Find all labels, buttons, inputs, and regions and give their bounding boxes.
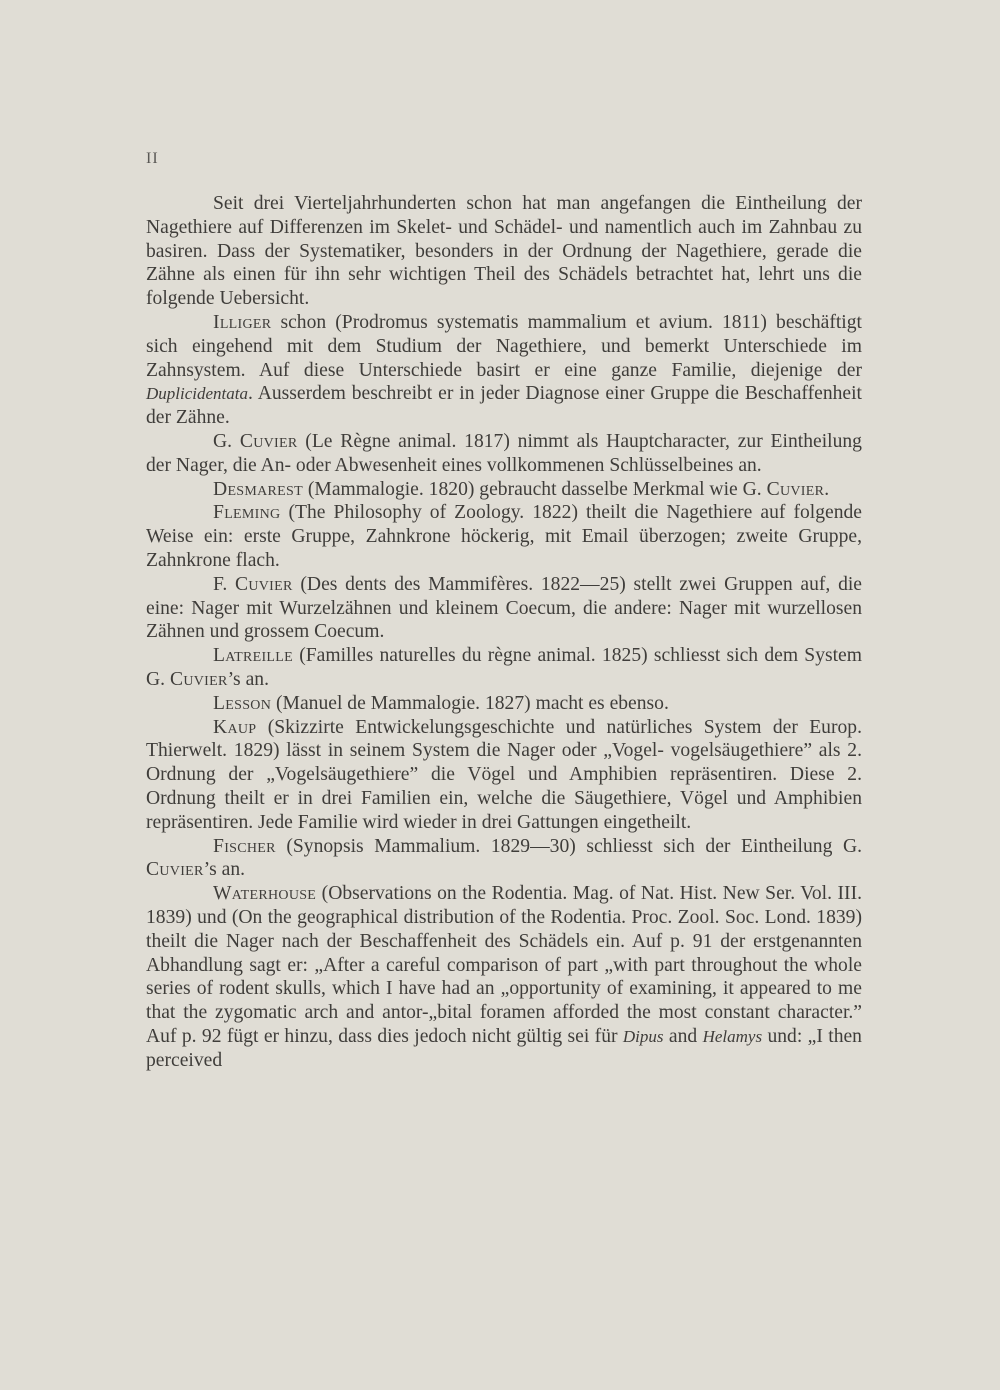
author-name: Cuvier	[169, 668, 228, 690]
paragraph	[146, 644, 862, 692]
text-run: and	[663, 1025, 703, 1047]
text-run: .	[824, 478, 830, 500]
text-run: (The Philosophy of Zoology. 1822) theilt die Nagethiere auf folgende Weise ein: erste Gruppe, Zahnkrone höckerig, mit Email überzogen; zweite Gruppe, Zahnkrone flach.	[146, 502, 862, 571]
taxon-name: Duplicidentata	[146, 384, 248, 404]
paragraph	[146, 430, 862, 478]
paragraph	[146, 311, 862, 430]
text-run: schon (Prodromus systematis mammalium et avium. 1811) beschäftigt sich eingehend mit dem Studium der Nagethiere, und bemerkt Unterschiede im Zahnsystem. Auf diese Unterschiede basirt er eine ganze Familie, diejenige der	[146, 311, 862, 381]
text-run: (Familles naturelles du règne animal. 1825) schliesst sich dem System G.	[146, 645, 862, 690]
text-run: (Manuel de Mammalogie. 1827) macht es ebenso.	[271, 692, 669, 714]
page-number: II	[146, 150, 159, 167]
taxon-name: Dipus	[622, 1026, 664, 1046]
paragraph	[146, 716, 862, 835]
text-run: F.	[213, 573, 235, 595]
body-text	[146, 192, 862, 1072]
text-run: (Le Règne animal. 1817) nimmt als Hauptcharacter, zur Eintheilung der Nager, die An- oder Abwesenheit eines vollkommenen Schlüsselbeines an.	[146, 430, 862, 476]
text-run: (Synopsis Mammalium. 1829—30) schliesst sich der Eintheilung G.	[275, 835, 862, 857]
author-name: Lesson	[213, 692, 272, 714]
paragraph	[146, 478, 862, 502]
text-run: ’s an.	[227, 668, 269, 690]
text-run: ’s an.	[203, 859, 246, 881]
author-name: Kaup	[213, 716, 257, 738]
author-name: Cuvier	[239, 430, 298, 452]
text-run: G.	[213, 430, 240, 452]
paragraph	[146, 501, 862, 572]
author-name: Waterhouse	[213, 883, 317, 905]
paragraph	[146, 573, 862, 644]
author-name: Illiger	[213, 311, 272, 333]
text-run: . Ausserdem beschreibt er in jeder Diagnose einer Gruppe die Beschaffenheit der Zähne.	[146, 383, 862, 429]
paragraph	[146, 835, 862, 883]
author-name: Latreille	[213, 645, 293, 667]
text-run: (Observations on the Rodentia. Mag. of Nat. Hist. New Ser. Vol. III. 1839) und (On the geographical distribution of the Rodentia. Proc. Zool. Soc. Lond. 1839) theilt die Nager nach der Beschaffenheit des Schädels ein. Auf p. 91 der erstgenannten Abhandlung sagt er: „After a careful comparison of part „with part throughout the whole series of rodent skulls, which I have had an „opportunity of examining, it appeared to me that the zygomatic arch and antor-„bital foramen afforded the most constant character.” Auf p. 92 fügt er hinzu, dass dies jedoch nicht gültig sei für	[146, 883, 862, 1047]
text-run: (Skizzirte Entwickelungsgeschichte und natürliches System der Europ. Thierwelt. 1829) lässt in seinem System die Nager oder „Vogel- vogelsäugethiere” als 2. Ordnung der „Vogelsäugethiere” die Vögel und Amphibien repräsentiren. Diese 2. Ordnung theilt er in drei Familien ein, welche die Säugethiere, Vögel und Amphibien repräsentiren. Jede Familie wird wieder in drei Gattungen eingetheilt.	[146, 716, 862, 833]
paragraph	[146, 192, 862, 311]
author-name: Cuvier	[146, 859, 204, 881]
text-run: und: „I then perceived	[146, 1025, 862, 1071]
author-name: Desmarest	[213, 478, 303, 500]
text-run: (Mammalogie. 1820) gebraucht dasselbe Merkmal wie G.	[302, 478, 767, 500]
paragraph	[146, 882, 862, 1072]
author-name: Fischer	[213, 835, 276, 857]
taxon-name: Helamys	[702, 1026, 763, 1046]
author-name: Cuvier	[234, 573, 293, 595]
author-name: Fleming	[213, 502, 281, 524]
text-run: Seit drei Vierteljahrhunderten schon hat man angefangen die Eintheilung der Nagethiere auf Differenzen im Skelet- und Schädel- und namentlich auch im Zahnbau zu basiren. Dass der Systematiker, besonders in der Ordnung der Nagethiere, gerade die Zähne als einen für ihn sehr wichtigen Theil des Schädels betrachtet hat, lehrt uns die folgende Uebersicht.	[146, 193, 862, 310]
author-name: Cuvier	[766, 478, 825, 500]
paragraph	[146, 692, 862, 716]
text-run: (Des dents des Mammifères. 1822—25) stellt zwei Gruppen auf, die eine: Nager mit Wurzelzähnen und kleinem Coecum, die andere: Nager mit wurzellosen Zähnen und grossem Coecum.	[146, 573, 863, 643]
